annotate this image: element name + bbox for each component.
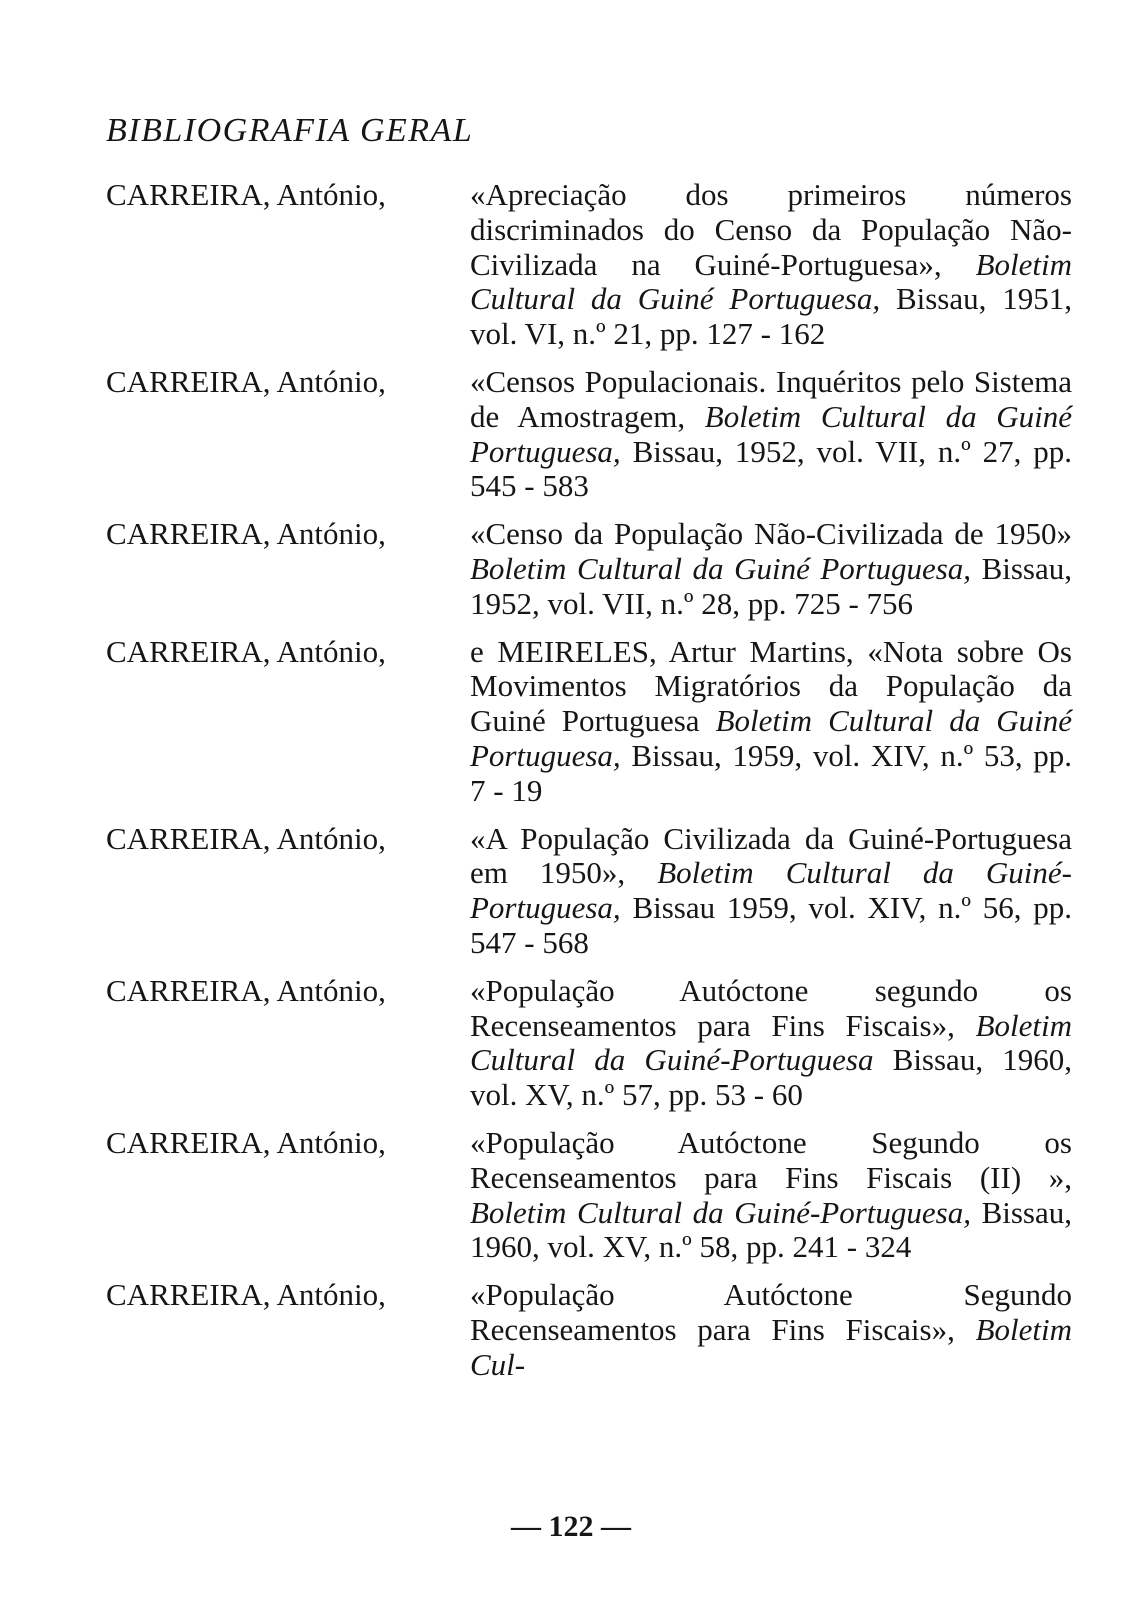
entry-journal: Boletim Cultural da Guiné Portuguesa, [470,550,972,586]
entry-title: «População Autóctone segundo os Recenseamentos para Fins Fiscais», [470,972,1072,1043]
entry-title: «Apreciação dos primeiros números discriminados do Censo da População Não-Civilizada na Guiné-Portuguesa», [470,177,1072,282]
entry-details: Bissau, 1952, vol. VII, n.º 28, pp. 725 - 756 [470,550,1073,621]
bibliography-entry [106,1126,1072,1265]
entry-body [468,1126,1072,1265]
entry-author: CARREIRA, António, [106,363,386,399]
entry-author: CARREIRA, António, [106,516,386,552]
entry-title: e MEIRELES, Artur Martins, «Nota sobre Os Movimentos Migratórios da População da Guiné Portuguesa [470,633,1072,739]
entry-title: «Censos Populacionais. Inquéritos pelo Sistema de Amostragem, [470,363,1072,434]
entry-title: «Censo da População Não-Civilizada de 1950» [470,516,1072,552]
entry-author: CARREIRA, António, [106,820,386,856]
entry-journal: Boletim Cultural da Guiné Portuguesa, [470,246,1072,317]
bibliography-entry [106,365,1072,504]
bibliography-entry [106,635,1072,809]
entry-title: «A População Civilizada da Guiné-Portuguesa em 1950», [470,820,1072,891]
entry-journal: Boletim Cultural da Guiné Portuguesa, [470,703,1072,773]
entry-details: Bissau, 1952, vol. VII, n.º 27, pp. 545 - 583 [470,433,1073,504]
running-header: BIBLIOGRAFIA GERAL [106,112,474,149]
bibliography-entry [106,822,1072,961]
entry-journal: Boletim Cultural da Guiné Portuguesa, [470,398,1073,469]
entry-body [468,822,1072,961]
entry-author: CARREIRA, António, [106,633,386,669]
bibliography-entry [106,517,1072,621]
entry-body [468,365,1072,504]
entry-author: CARREIRA, António, [106,1124,386,1160]
bibliography-list [106,178,1072,1396]
entry-author: CARREIRA, António, [106,1277,386,1313]
bibliography-entry [106,974,1072,1113]
entry-body [468,178,1072,352]
entry-details: Bissau 1959, vol. XIV, n.º 56, pp. 547 - 568 [470,890,1072,960]
entry-body [468,974,1072,1113]
entry-body [468,1278,1072,1382]
entry-details: Bissau, 1959, vol. XIV, n.º 53, pp. 7 - 19 [470,737,1072,808]
entry-journal: Boletim Cultural da Guiné-Portuguesa, [470,855,1073,926]
entry-journal: Boletim Cul- [470,1311,1072,1382]
entry-author: CARREIRA, António, [106,972,386,1008]
entry-author: CARREIRA, António, [106,177,386,212]
entry-details: Bissau, 1951, vol. VI, n.º 21, pp. 127 - 162 [470,281,1072,352]
entry-details: Bissau, 1960, vol. XV, n.º 57, pp. 53 - 60 [470,1042,1072,1113]
entry-title: «População Autóctone Segundo os Recenseamentos para Fins Fiscais (II) », [470,1124,1072,1195]
page-number: — 122 — [511,1510,631,1543]
entry-body [468,635,1072,809]
entry-body [468,517,1072,621]
entry-details: Bissau, 1960, vol. XV, n.º 58, pp. 241 - 324 [470,1194,1072,1265]
bibliography-entry [106,178,1072,352]
entry-journal: Boletim Cultural da Guiné-Portuguesa [470,1007,1072,1078]
bibliography-entry [106,1278,1072,1382]
entry-title: «População Autóctone Segundo Recenseamentos para Fins Fiscais», [470,1277,1072,1347]
entry-journal: Boletim Cultural da Guiné-Portuguesa, [470,1194,971,1230]
